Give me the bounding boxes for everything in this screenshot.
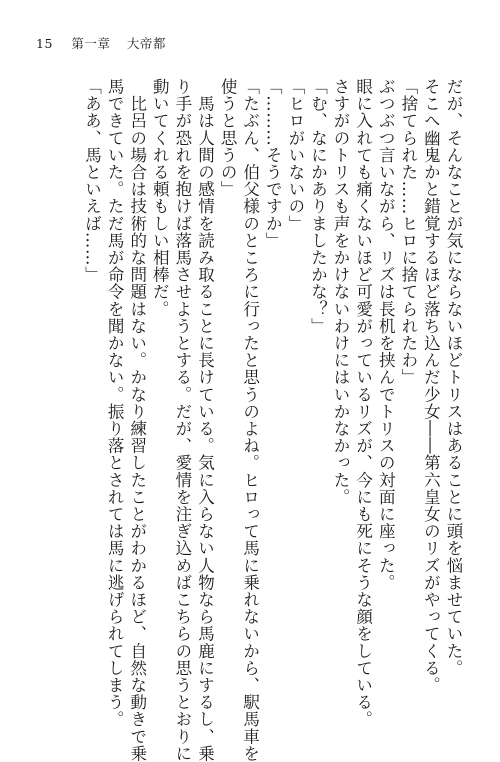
text-line: ぶつぶつ言いながら、リズは長机を挟んでトリスの対面に座った。 [376, 78, 396, 591]
text-line: 動いてくれる頼もしい相棒だ。 [150, 78, 170, 318]
text-line: 「む、なにかありましたかな？」 [308, 78, 328, 335]
chapter-label: 第一章 [71, 36, 111, 51]
chapter-title: 大帝都 [126, 36, 166, 51]
running-header [36, 34, 166, 52]
text-line: 「………そうですか」 [263, 78, 283, 249]
text-line: 「ヒロがいないの」 [285, 78, 305, 232]
page-number: 15 [36, 36, 53, 51]
text-line: さすがのトリスも声をかけないわけにはいかなかった。 [331, 78, 351, 506]
body-text [80, 78, 464, 762]
text-line: 馬できていた。ただ馬が命令を聞かない。振り落とされては馬に逃げられてしまう。 [105, 78, 125, 728]
text-line: 馬は人間の感情を読み取ることに長けている。気に入らない人物なら馬鹿にするし、乗 [195, 78, 215, 762]
text-line: り手が恐れを抱けば落馬させようとする。だが、愛情を注ぎ込めばこちらの思うとおりに [172, 78, 192, 762]
text-line: 使うと思うの」 [218, 78, 238, 198]
text-line: 「捨てられた……ヒロに捨てられたわ」 [398, 78, 418, 386]
text-line: 「たぶん、伯父様のところに行ったと思うのよね。ヒロって馬に乗れないから、駅馬車を [240, 78, 260, 762]
text-line: だが、そんなことが気にならないほどトリスはあることに頭を悩ませていた。 [444, 78, 463, 677]
text-line: 比呂の場合は技術的な問題はない。かなり練習したことがわかるほど、自然な動きで乗 [127, 78, 147, 762]
text-line: 「ああ、馬といえば……」 [82, 78, 102, 284]
text-line: 眼に入れても痛くないほど可愛がっているリズが、今にも死にそうな顔をしている。 [353, 78, 373, 728]
text-line: そこへ幽鬼かと錯覚するほど落ち込んだ少女――第六皇女のリズがやってくる。 [421, 78, 441, 694]
